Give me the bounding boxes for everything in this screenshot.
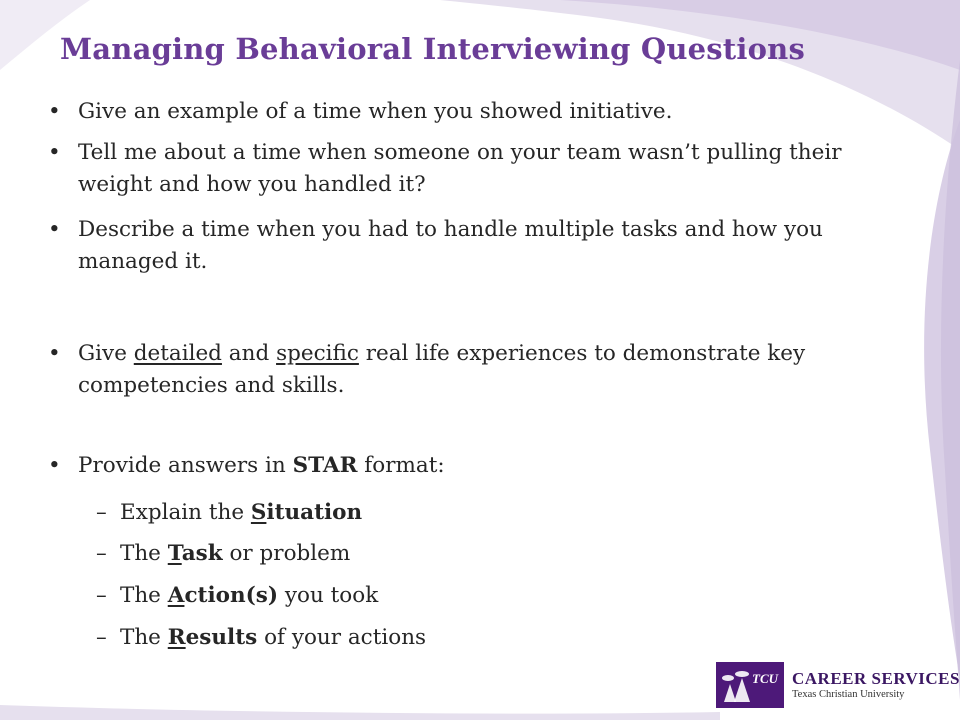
star-post: format: [357, 453, 445, 478]
star-item-action [96, 580, 896, 612]
dash: – [96, 625, 107, 650]
star-item-post: of your actions [257, 625, 427, 650]
star-item-rest: ituation [266, 500, 363, 525]
question-text: Describe a time when you had to handle multiple tasks and how you managed it. [78, 217, 823, 274]
star-item-post: you took [278, 583, 379, 608]
star-text [78, 450, 928, 482]
star-bullet [48, 450, 928, 482]
question-bullet-2 [48, 137, 928, 201]
tip-text [78, 338, 928, 402]
tip-part: and [221, 341, 277, 366]
tip-specific: specific [276, 341, 359, 366]
star-pre: Provide answers in [78, 453, 293, 478]
star-item-letter: T [167, 541, 182, 566]
dash: – [96, 500, 107, 525]
bullet-dot: • [48, 140, 61, 165]
star-item-task [96, 538, 896, 570]
star-item-situation [96, 497, 896, 529]
star-item-pre: The [120, 541, 168, 566]
star-item-letter: R [167, 625, 186, 650]
question-text: Give an example of a time when you showed initiative. [78, 99, 673, 124]
star-item-letter: A [167, 583, 185, 608]
question-text: Tell me about a time when someone on your team wasn’t pulling their weight and how you handled it? [78, 140, 842, 197]
dash: – [96, 541, 107, 566]
star-item-pre: The [120, 583, 168, 608]
tcu-mark-text: TCU [752, 671, 778, 686]
bullet-dot: • [48, 341, 61, 366]
star-item-letter: S [250, 500, 267, 525]
star-item-rest: esults [185, 625, 258, 650]
star-item-rest: ction(s) [184, 583, 279, 608]
bullet-dot: • [48, 453, 61, 478]
tcu-logo-mark [716, 662, 784, 708]
star-item-results [96, 622, 896, 654]
career-services-logo [716, 662, 960, 708]
star-item-pre: Explain the [120, 500, 251, 525]
star-bold: STAR [292, 453, 358, 478]
slide-title: Managing Behavioral Interviewing Questions [60, 32, 805, 66]
bullet-dot: • [48, 99, 61, 124]
star-item-rest: ask [181, 541, 223, 566]
question-bullet-1 [48, 96, 928, 128]
tip-bullet [48, 338, 928, 402]
star-item-post: or problem [222, 541, 351, 566]
dash: – [96, 583, 107, 608]
logo-name: CAREER SERVICES [792, 669, 960, 688]
tip-part: Give [78, 341, 134, 366]
logo-subtitle: Texas Christian University [792, 689, 905, 700]
logo-wordmark [792, 669, 960, 701]
swoosh-bottom-band [0, 705, 720, 720]
tip-part: real life experiences to demonstrate key competencies and skills. [78, 341, 806, 398]
star-item-pre: The [120, 625, 168, 650]
tip-detailed: detailed [133, 341, 222, 366]
bullet-dot: • [48, 217, 61, 242]
question-bullet-3 [48, 214, 928, 278]
